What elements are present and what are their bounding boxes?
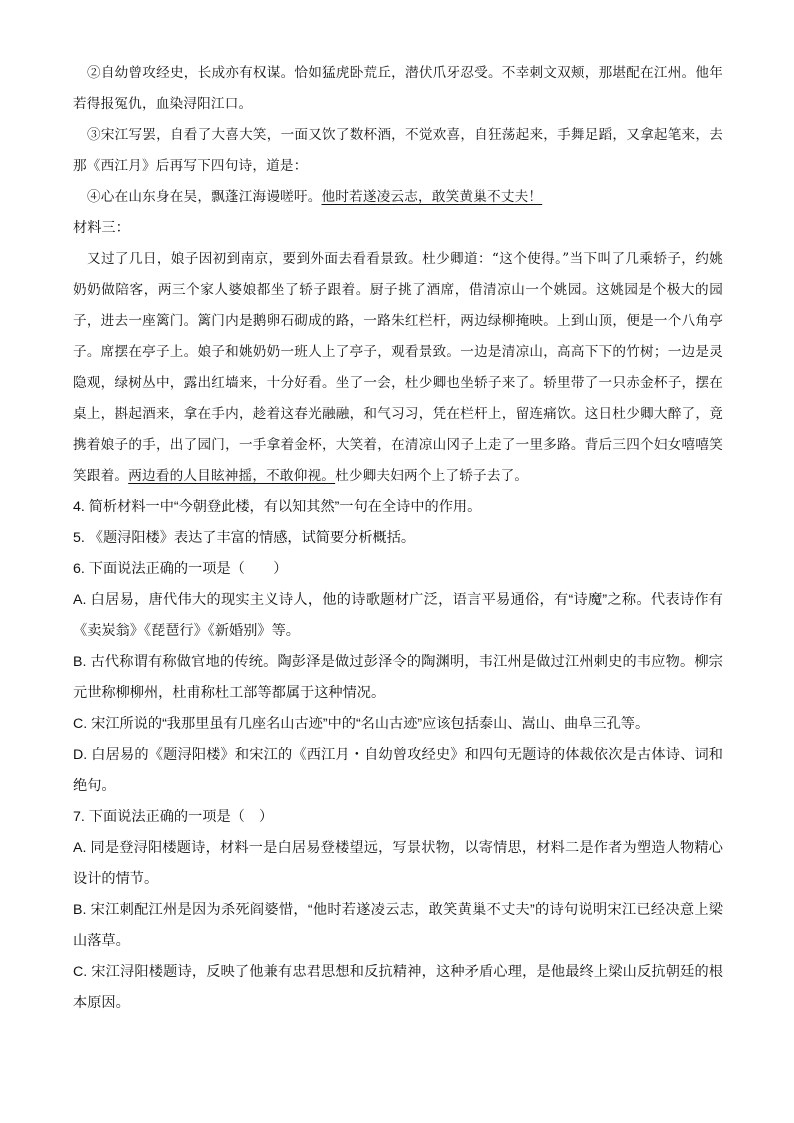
material2-paragraph-2: ②自幼曾攻经史，长成亦有权谋。恰如猛虎卧荒丘，潜伏爪牙忍受。不幸刺文双颊，那堪配在江州。他年若得报冤仇，血染浔阳江口。 <box>73 65 723 112</box>
question-7-option-b: B. 宋江刺配江州是因为杀死阎婆惜，“他时若遂凌云志，敢笑黄巢不丈夫”的诗句说明宋江已经决意上梁山落草。 <box>73 902 723 949</box>
question-5: 5. 《题浔阳楼》表达了丰富的情感，试简要分析概括。 <box>73 530 416 546</box>
question-6-option-c: C. 宋江所说的“我那里虽有几座名山古迹”中的“名山古迹”应该包括泰山、嵩山、曲阜三孔等。 <box>73 716 650 732</box>
material2-paragraph-3: ③宋江写罢，自看了大喜大笑，一面又饮了数杯酒，不觉欢喜，自狂荡起来，手舞足蹈，又拿起笔来，去那《西江月》后再写下四句诗，道是： <box>73 127 723 174</box>
question-6-option-b: B. 古代称谓有称做官地的传统。陶彭泽是做过彭泽令的陶渊明，韦江州是做过江州刺史的韦应物。柳宗元世称柳柳州，杜甫称杜工部等都属于这种情况。 <box>73 654 723 701</box>
material3-paragraph <box>73 244 723 492</box>
question-6-option-a: A. 白居易，唐代伟大的现实主义诗人，他的诗歌题材广泛，语言平易通俗，有“诗魔”之称。代表诗作有《卖炭翁》《琵琶行》《新婚别》等。 <box>73 592 723 639</box>
question-7-option-a: A. 同是登浔阳楼题诗，材料一是白居易登楼望远，写景状物，以寄情思，材料二是作者为塑造人物精心设计的情节。 <box>73 840 723 887</box>
question-6: 6. 下面说法正确的一项是（ ） <box>73 561 288 577</box>
material3-underlined-text: 两边看的人目眩神摇，不敢仰视。 <box>128 468 336 484</box>
question-4: 4. 简析材料一中“今朝登此楼，有以知其然”一句在全诗中的作用。 <box>73 499 482 515</box>
poem-line-underlined: 他时若遂凌云志，敢笑黄巢不丈夫！ <box>321 189 543 205</box>
material3-tail-text: 杜少卿夫妇两个上了轿子去了。 <box>335 468 529 484</box>
material2-paragraph-4 <box>73 182 723 213</box>
question-6-option-d: D. 白居易的《题浔阳楼》和宋江的《西江月・自幼曾攻经史》和四句无题诗的体裁依次是古体诗、词和绝句。 <box>73 747 723 794</box>
material3-text: 又过了几日，娘子因初到南京，要到外面去看看景致。杜少卿道：“这个使得。”当下叫了几乘轿子，约姚奶奶做陪客，两三个家人婆娘都坐了轿子跟着。厨子挑了酒席，借清凉山一个姚园。这姚园是个极大的园子，进去一座篱门。篱门内是鹅卵石砌成的路，一路朱红栏杆，两边绿柳掩映。上到山顶，便是一个八角亭子。席摆在亭子上。娘子和姚奶奶一班人上了亭子，观看景致。一边是清凉山，高高下下的竹树；一边是灵隐观，绿树丛中，露出红墙来，十分好看。坐了一会，杜少卿也坐轿子来了。轿里带了一只赤金杯子，摆在桌上，斟起酒来，拿在手内，趁着这春光融融，和气习习，凭在栏杆上，留连痛饮。这日杜少卿大醉了，竟携着娘子的手，出了园门，一手拿着金杯，大笑着，在清凉山冈子上走了一里多路。背后三四个妇女嘻嘻笑笑跟着。 <box>73 251 723 484</box>
material3-heading: 材料三： <box>73 220 130 236</box>
question-7-option-c: C. 宋江浔阳楼题诗，反映了他兼有忠君思想和反抗精神，这种矛盾心理，是他最终上梁山反抗朝廷的根本原因。 <box>73 964 723 1011</box>
question-7: 7. 下面说法正确的一项是（ ） <box>73 809 274 825</box>
document-page <box>73 58 723 1019</box>
poem-line-plain: ④心在山东身在吴，飘蓬江海谩嗟吁。 <box>87 189 322 205</box>
